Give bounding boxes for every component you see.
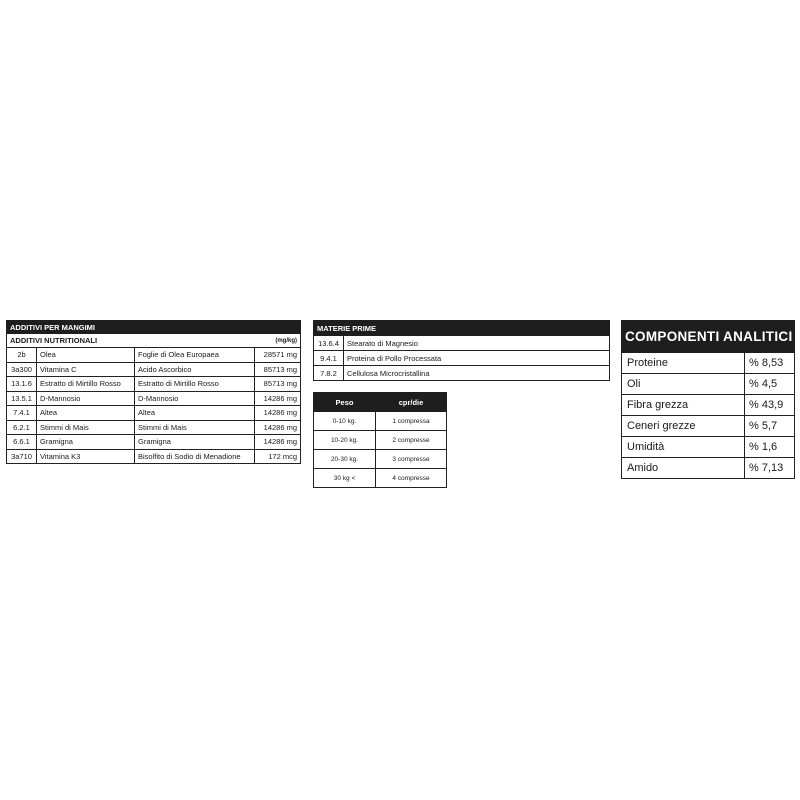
- table-row: [622, 374, 795, 395]
- table-row: [314, 336, 610, 351]
- dosage-weight: 10-20 kg.: [314, 431, 376, 450]
- additive-code: 3a710: [7, 449, 37, 464]
- additive-substance: Estratto di Mirtillo Rosso: [135, 377, 255, 392]
- additive-substance: Gramigna: [135, 435, 255, 450]
- dosage-weight: 30 kg <: [314, 469, 376, 488]
- componenti-analitici-table: [621, 320, 795, 479]
- materia-code: 13.6.4: [314, 336, 344, 351]
- materia-code: 9.4.1: [314, 351, 344, 366]
- additive-code: 3a300: [7, 362, 37, 377]
- dosage-tablets: 4 compresse: [376, 469, 447, 488]
- table-row: [314, 366, 610, 381]
- table-row: [7, 420, 301, 435]
- table-row: [314, 351, 610, 366]
- dosage-header-weight: Peso: [314, 393, 376, 412]
- table-row: [622, 416, 795, 437]
- additive-amount: 14286 mg: [255, 391, 301, 406]
- table-row: [7, 348, 301, 363]
- dosage-tablets: 2 compresse: [376, 431, 447, 450]
- componente-value: % 8,53: [745, 353, 795, 374]
- table-row: [7, 449, 301, 464]
- materie-title: MATERIE PRIME: [314, 321, 610, 336]
- componente-name: Oli: [622, 374, 745, 395]
- additivi-title: ADDITIVI PER MANGIMI: [7, 321, 301, 334]
- materia-code: 7.8.2: [314, 366, 344, 381]
- additive-amount: 85713 mg: [255, 377, 301, 392]
- dosage-tablets: 1 compressa: [376, 412, 447, 431]
- componenti-title: COMPONENTI ANALITICI: [622, 321, 795, 353]
- table-row: [7, 406, 301, 421]
- dosage-header-row: [314, 393, 447, 412]
- componente-name: Proteine: [622, 353, 745, 374]
- additive-amount: 85713 mg: [255, 362, 301, 377]
- additive-substance: D-Mannosio: [135, 391, 255, 406]
- additive-code: 13.5.1: [7, 391, 37, 406]
- dosage-weight: 20-30 kg.: [314, 450, 376, 469]
- componente-name: Amido: [622, 458, 745, 479]
- additive-code: 2b: [7, 348, 37, 363]
- additive-amount: 14286 mg: [255, 406, 301, 421]
- materia-name: Cellulosa Microcristallina: [344, 366, 610, 381]
- additive-substance: Altea: [135, 406, 255, 421]
- dosage-tablets: 3 compresse: [376, 450, 447, 469]
- componente-value: % 1,6: [745, 437, 795, 458]
- componente-name: Umidità: [622, 437, 745, 458]
- table-row: [314, 450, 447, 469]
- table-row: [314, 469, 447, 488]
- additive-name: Estratto di Mirtillo Rosso: [37, 377, 135, 392]
- additive-amount: 172 mcg: [255, 449, 301, 464]
- table-row: [7, 391, 301, 406]
- additive-substance: Bisolfito di Sodio di Menadione: [135, 449, 255, 464]
- additive-code: 6.6.1: [7, 435, 37, 450]
- additive-name: Olea: [37, 348, 135, 363]
- table-row: [622, 353, 795, 374]
- componente-value: % 5,7: [745, 416, 795, 437]
- componente-value: % 43,9: [745, 395, 795, 416]
- additive-name: Gramigna: [37, 435, 135, 450]
- componenti-title-row: [622, 321, 795, 353]
- additive-name: D-Mannosio: [37, 391, 135, 406]
- dosage-weight: 0-10 kg.: [314, 412, 376, 431]
- table-row: [622, 437, 795, 458]
- componente-name: Fibra grezza: [622, 395, 745, 416]
- componente-value: % 7,13: [745, 458, 795, 479]
- dosage-table: [313, 392, 447, 488]
- table-row: [7, 377, 301, 392]
- componente-name: Ceneri grezze: [622, 416, 745, 437]
- additivi-rows: [7, 348, 301, 464]
- additive-name: Altea: [37, 406, 135, 421]
- dosage-header-tablets: cpr/die: [376, 393, 447, 412]
- additivi-subtitle-row: [7, 334, 301, 348]
- additive-substance: Acido Ascorbico: [135, 362, 255, 377]
- additive-amount: 28571 mg: [255, 348, 301, 363]
- additive-amount: 14286 mg: [255, 435, 301, 450]
- table-row: [7, 435, 301, 450]
- additivi-subtitle: ADDITIVI NUTRITIONALI: [7, 334, 255, 348]
- table-row: [622, 395, 795, 416]
- additivi-table: [6, 320, 301, 464]
- table-row: [314, 412, 447, 431]
- additivi-title-row: [7, 321, 301, 334]
- materia-name: Proteina di Pollo Processata: [344, 351, 610, 366]
- materia-name: Stearato di Magnesio: [344, 336, 610, 351]
- materie-title-row: [314, 321, 610, 336]
- additive-code: 7.4.1: [7, 406, 37, 421]
- table-row: [314, 431, 447, 450]
- additive-name: Vitamina K3: [37, 449, 135, 464]
- additive-substance: Foglie di Olea Europaea: [135, 348, 255, 363]
- additive-name: Stimmi di Mais: [37, 420, 135, 435]
- materie-prime-table: [313, 320, 610, 381]
- additive-amount: 14286 mg: [255, 420, 301, 435]
- additive-substance: Stimmi di Mais: [135, 420, 255, 435]
- additivi-unit: (mg/kg): [255, 334, 301, 348]
- additive-name: Vitamina C: [37, 362, 135, 377]
- componente-value: % 4,5: [745, 374, 795, 395]
- table-row: [7, 362, 301, 377]
- table-row: [622, 458, 795, 479]
- additive-code: 6.2.1: [7, 420, 37, 435]
- additive-code: 13.1.6: [7, 377, 37, 392]
